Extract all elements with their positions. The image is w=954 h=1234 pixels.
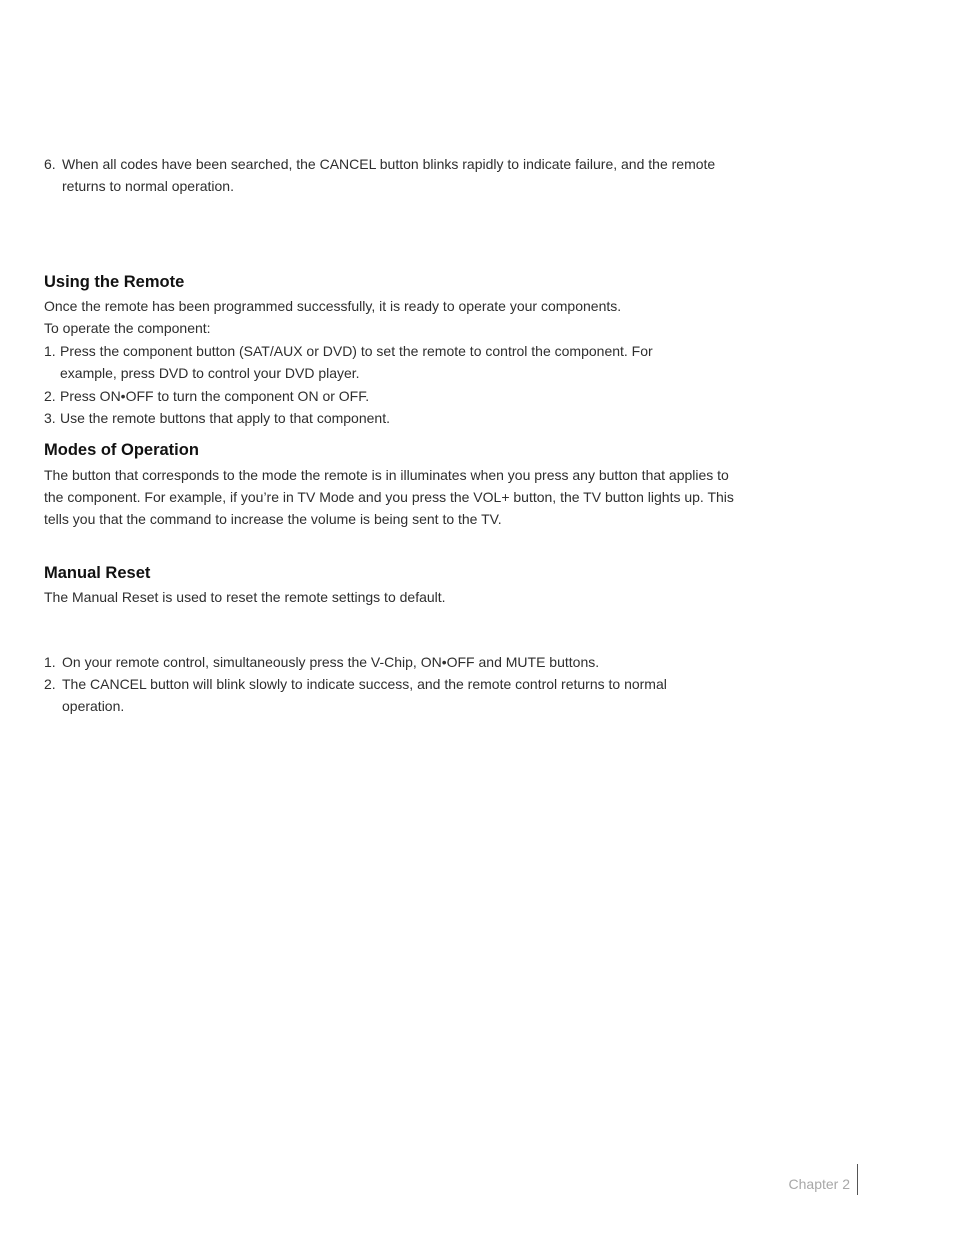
using-remote-lead: To operate the component:: [44, 320, 211, 336]
modes-body: The button that corresponds to the mode the remote is in illuminates when you press any button that applies to the component. For example, if you’re in TV Mode and you press the VOL+ button, the TV button lights up. This tells you that the command to increase the volume is being sent to the TV.: [44, 467, 734, 527]
step-text: Use the remote buttons that apply to that component.: [60, 410, 390, 426]
footer-divider: [857, 1164, 858, 1195]
using-remote-step-3: [44, 407, 744, 429]
step-number: 3.: [44, 410, 56, 426]
step-6-number: 6.: [44, 156, 56, 172]
using-remote-heading: Using the Remote: [44, 273, 185, 291]
step-text: The CANCEL button will blink slowly to indicate success, and the remote control returns to normal operation.: [62, 676, 667, 714]
step-6: [44, 153, 744, 197]
step-number: 1.: [44, 343, 56, 359]
manual-reset-step-2: [44, 673, 704, 717]
step-number: 2.: [44, 676, 56, 692]
manual-reset-intro: The Manual Reset is used to reset the remote settings to default.: [44, 589, 446, 605]
manual-reset-heading: Manual Reset: [44, 564, 151, 582]
using-remote-step-2: [44, 385, 744, 407]
using-remote-intro: Once the remote has been programmed successfully, it is ready to operate your components.: [44, 298, 622, 314]
step-number: 2.: [44, 388, 56, 404]
step-6-text: When all codes have been searched, the CANCEL button blinks rapidly to indicate failure, and the remote returns to normal operation.: [62, 156, 716, 194]
step-text: Press the component button (SAT/AUX or DVD) to set the remote to control the component. For example, press DVD to control your DVD player.: [60, 343, 653, 381]
manual-reset-step-1: [44, 651, 744, 673]
step-number: 1.: [44, 654, 56, 670]
step-text: Press ON•OFF to turn the component ON or OFF.: [60, 388, 370, 404]
using-remote-step-1: [44, 340, 684, 384]
step-text: On your remote control, simultaneously press the V-Chip, ON•OFF and MUTE buttons.: [62, 654, 600, 670]
modes-heading: Modes of Operation: [44, 441, 199, 459]
footer-chapter-label: Chapter 2: [788, 1176, 850, 1192]
